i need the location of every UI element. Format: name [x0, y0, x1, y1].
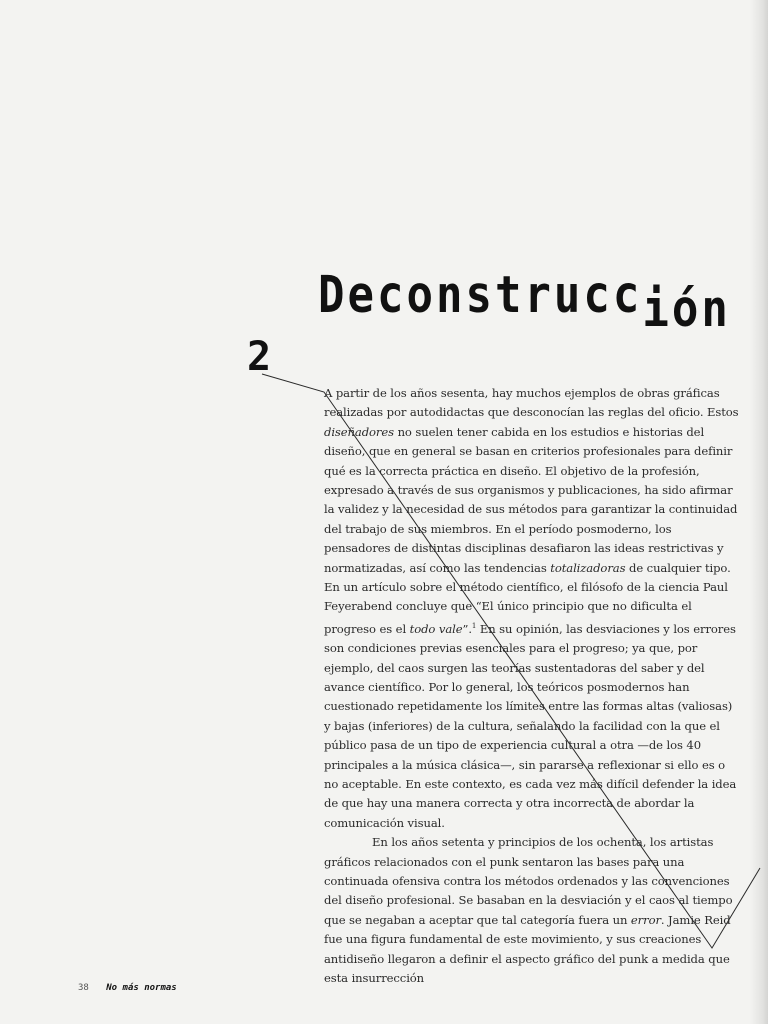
text-run: ”. — [462, 621, 472, 636]
text-run: En los años setenta y principios de los ochenta, los artistas gráficos relacionados con el punk sentaron las bases para una continuada ofensiva contra los métodos ordenados y las convenciones del diseño profesional. Se basaban en la desviación y el caos al tiempo que se negaban a aceptar que tal categoría fuera un — [324, 835, 733, 927]
page-number: 38 — [78, 983, 89, 993]
text-run: de cualquier tipo. En un artículo sobre el método científico, el filósofo de la ciencia Paul Feyerabend concluye que “El único principio que no dificulta el progreso es el — [324, 560, 731, 636]
text-run: no suelen tener cabida en los estudios e historias del diseño, que en general se basan en criterios profesionales para definir qué es la correcta práctica en diseño. El objetivo de la profesión, expresado a través de sus organismos y publicaciones, ha sido afirmar la validez y la necesidad de sus métodos para garantizar la continuidad del trabajo de sus miembros. En el período posmoderno, los pensadores de distintas disciplinas desafiaron las ideas restrictivas y normatizadas, así como las tendencias — [324, 424, 738, 575]
footnote-marker: 1 — [471, 621, 477, 630]
italic-run: error — [630, 912, 661, 927]
text-run: . Jamie Reid fue una figura fundamental de este movimiento, y sus creaciones antidiseño llegaron a definir el aspecto gráfico del punk a medida que esta insurrección — [324, 912, 731, 986]
italic-run: totalizadoras — [550, 560, 626, 575]
running-title: No más normas — [106, 983, 177, 993]
italic-run: todo vale — [409, 621, 463, 636]
body-text — [324, 384, 740, 988]
chapter-number: 2 — [247, 334, 272, 380]
paragraph-1 — [324, 384, 740, 833]
text-run: A partir de los años sesenta, hay muchos ejemplos de obras gráficas realizadas por autodidactas que desconocían las reglas del oficio. Estos — [324, 386, 739, 420]
paragraph-2 — [324, 833, 740, 988]
text-run: En su opinión, las desviaciones y los errores son condiciones previas esenciales para el progreso; ya que, por ejemplo, del caos surgen las teorías sustentadoras del saber y del avance científico. Por lo general, los teóricos posmodernos han cuestionado repetidamente los límites entre las formas altas (valiosas) y bajas (inferiores) de la cultura, señalando la facilidad con la que el público pasa de un tipo de experiencia cultural a otra —de los 40 principales a la música clásica—, sin pararse a reflexionar si ello es o no aceptable. En este contexto, es cada vez más difícil defender la idea de que hay una manera correcta y otra incorrecta de abordar la comunicación visual. — [324, 621, 737, 830]
chapter-title-main: Deconstrucc — [318, 266, 643, 325]
chapter-title-tail: ión — [642, 279, 731, 339]
page-footer — [78, 983, 177, 993]
italic-run: diseñadores — [324, 424, 394, 439]
